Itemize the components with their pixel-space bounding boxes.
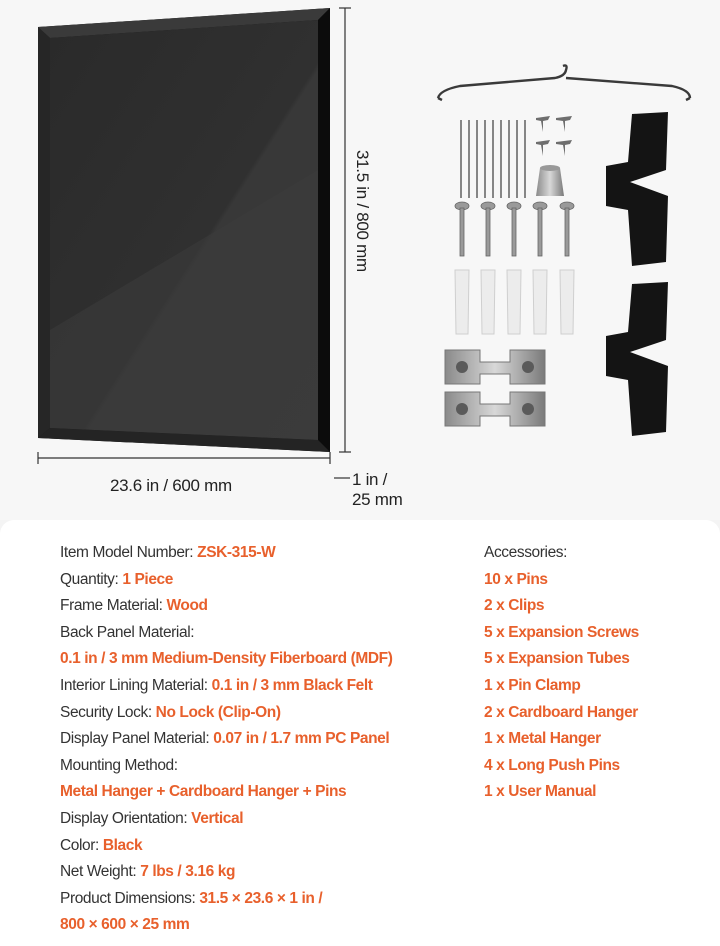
accessory-item: 1 x Pin Clamp — [484, 676, 581, 694]
spec-label: Frame Material: — [60, 597, 167, 615]
spec-row-quantity — [60, 567, 480, 594]
spec-row-back-panel-value — [60, 646, 480, 673]
spec-label: Display Panel Material: — [60, 730, 214, 748]
spec-value: ZSK-315-W — [197, 544, 276, 561]
accessories-list — [484, 540, 714, 806]
depth-dimension-label — [352, 470, 402, 510]
spec-label: Mounting Method: — [60, 756, 178, 774]
picture-frame — [38, 8, 330, 452]
spec-row-model — [60, 540, 480, 567]
spec-label: Color: — [60, 836, 103, 854]
height-dimension-label: 31.5 in / 800 mm — [353, 150, 372, 272]
spec-row-mounting — [60, 753, 480, 780]
accessory-item: 10 x Pins — [484, 570, 548, 588]
accessory-item: 5 x Expansion Screws — [484, 623, 639, 641]
spec-value: 800 × 600 × 25 mm — [60, 916, 190, 934]
spec-value: 1 Piece — [122, 570, 173, 588]
accessory-item: 5 x Expansion Tubes — [484, 650, 630, 668]
spec-value: Metal Hanger + Cardboard Hanger + Pins — [60, 783, 347, 801]
spec-row-display-panel — [60, 726, 480, 753]
spec-value: Wood — [166, 597, 208, 615]
spec-label: Product Dimensions: — [60, 889, 200, 907]
push-pins — [536, 116, 572, 156]
spec-row-back-panel — [60, 620, 480, 647]
depth-line-1: 1 in / — [352, 470, 388, 489]
spec-value: Vertical — [191, 809, 244, 827]
spec-value: 31.5 × 23.6 × 1 in / — [199, 889, 323, 907]
specifications-panel — [0, 520, 720, 946]
metal-hanger — [438, 66, 690, 101]
spec-row-frame-material — [60, 593, 480, 620]
accessory-item: 1 x User Manual — [484, 783, 597, 801]
spec-row-dimensions — [60, 886, 480, 913]
spec-row-orientation — [60, 806, 480, 833]
spec-row-interior-lining — [60, 673, 480, 700]
pin-clamp — [536, 165, 564, 196]
spec-value: 7 lbs / 3.16 kg — [140, 863, 236, 881]
spec-row-mounting-value — [60, 779, 480, 806]
depth-line-2: 25 mm — [352, 490, 403, 509]
width-dimension-label: 23.6 in / 600 mm — [110, 476, 232, 495]
spec-value: Black — [102, 836, 143, 854]
spec-label: Item Model Number: — [60, 544, 198, 561]
spec-row-color — [60, 833, 480, 860]
spec-label: Back Panel Material: — [60, 623, 195, 641]
pins — [461, 120, 525, 198]
clips — [445, 350, 545, 426]
spec-row-security-lock — [60, 700, 480, 727]
cardboard-hangers — [606, 112, 668, 436]
accessories-title: Accessories: — [484, 544, 568, 561]
spec-label: Security Lock: — [60, 703, 156, 721]
spec-value: No Lock (Clip-On) — [155, 703, 281, 721]
spec-label: Net Weight: — [60, 863, 141, 881]
spec-row-weight — [60, 859, 480, 886]
spec-value: 0.1 in / 3 mm Medium-Density Fiberboard (MDF) — [60, 650, 393, 668]
spec-label: Interior Lining Material: — [60, 676, 212, 694]
spec-label: Display Orientation: — [60, 809, 192, 827]
specifications-list — [60, 540, 480, 939]
spec-row-dimensions-metric — [60, 912, 480, 939]
accessory-item: 2 x Clips — [484, 597, 545, 615]
expansion-screws — [455, 202, 574, 256]
spec-value: 0.07 in / 1.7 mm PC Panel — [213, 730, 390, 748]
accessory-item: 1 x Metal Hanger — [484, 730, 601, 748]
spec-value: 0.1 in / 3 mm Black Felt — [211, 676, 373, 694]
expansion-tubes — [455, 270, 574, 334]
accessory-item: 4 x Long Push Pins — [484, 756, 620, 774]
accessory-item: 2 x Cardboard Hanger — [484, 703, 638, 721]
spec-label: Quantity: — [60, 570, 123, 588]
